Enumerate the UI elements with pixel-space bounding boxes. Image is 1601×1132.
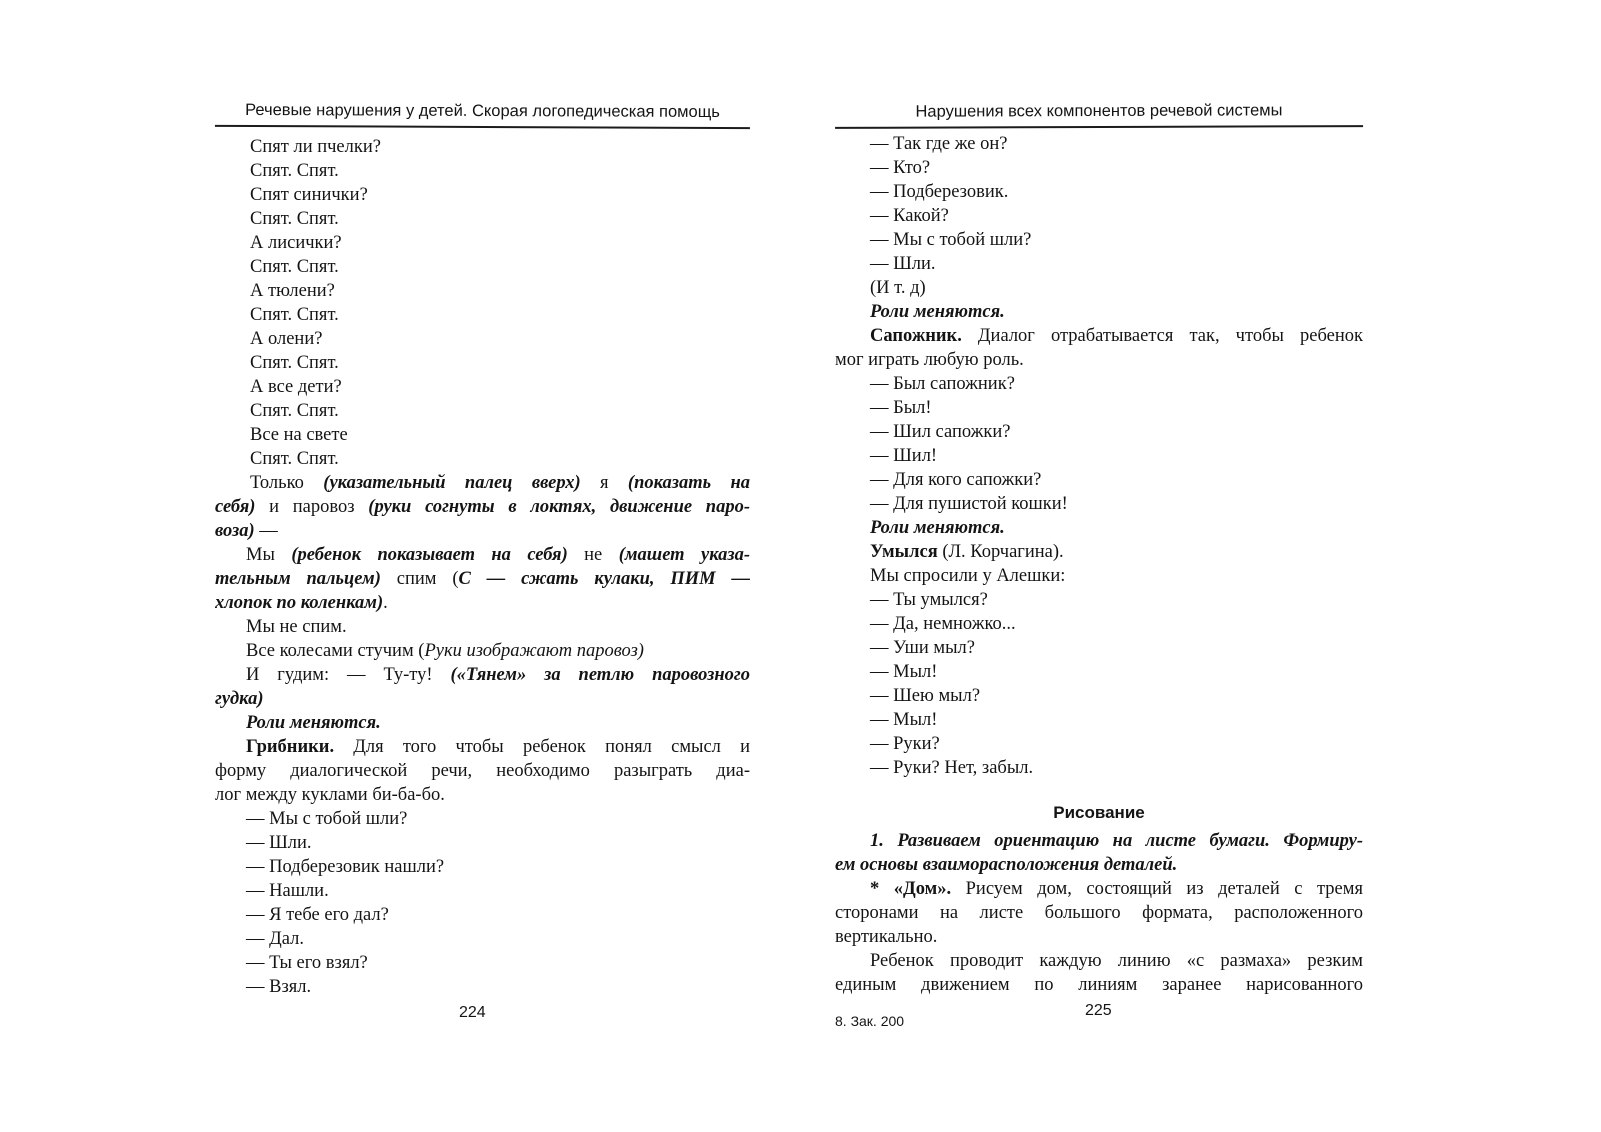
text-span: я	[580, 473, 628, 493]
rebenok-line2: единым движением по линиям заранее нарисованного	[835, 975, 1363, 995]
paragraph-tolko-line2	[215, 495, 750, 519]
dialog-line: — Был!	[870, 398, 932, 418]
dialog-line: — Дал.	[246, 929, 304, 949]
gudim-line2: гудка)	[215, 689, 264, 709]
roles-change-line: Роли меняются.	[870, 518, 1005, 538]
paragraph-tolko-line3	[215, 519, 750, 543]
gribniki-line1	[215, 735, 750, 759]
dialog-line: — Подберезовик нашли?	[246, 857, 445, 877]
paragraph-my-line2	[215, 567, 750, 591]
dialog-line: — Какой?	[870, 206, 949, 226]
dialog-line: — Уши мыл?	[870, 638, 975, 658]
dom-line3: вертикально.	[835, 927, 938, 947]
stage-direction: (ребенок показывает на себя)	[291, 545, 568, 565]
paragraph-my-line1	[215, 543, 750, 567]
text-span: Мы	[246, 545, 292, 565]
my-ne-spim-line: Мы не спим.	[246, 617, 347, 637]
poem-line: Спят. Спят.	[250, 305, 339, 325]
gribniki-line3: лог между куклами би-ба-бо.	[215, 785, 445, 805]
dialog-line: — Мыл!	[870, 662, 938, 682]
umylsya-line	[835, 540, 1363, 564]
poem-line: Спят. Спят.	[250, 401, 339, 421]
dialog-line: — Шею мыл?	[870, 686, 981, 706]
dialog-line: — Ты умылся?	[870, 590, 988, 610]
roles-change-line: Роли меняются.	[870, 302, 1005, 322]
dialog-line: — Руки? Нет, забыл.	[870, 758, 1034, 778]
left-page-body	[215, 135, 750, 999]
dialog-line: — Мы с тобой шли?	[246, 809, 408, 829]
dialog-line: — Подберезовик.	[870, 182, 1009, 202]
text-span: спим (	[380, 569, 459, 589]
dialog-line: — Шил!	[870, 446, 938, 466]
printer-signature: 8. Зак. 200	[835, 1013, 905, 1029]
poem-line: А все дети?	[250, 377, 342, 397]
item1-line1: 1. Развиваем ориентацию на листе бумаги. Формиру-	[870, 831, 1363, 851]
paragraph-tolko-line1	[215, 471, 750, 495]
dialog-line: — Да, немножко...	[870, 614, 1016, 634]
stage-direction: хлопок по коленкам)	[215, 593, 384, 613]
dialog-line: — Для кого сапожки?	[870, 470, 1042, 490]
text-span: и паровоз	[255, 497, 369, 517]
dialog-line: — Мы с тобой шли?	[870, 230, 1032, 250]
text-span: И гудим: — Ту-ту!	[246, 665, 451, 685]
kolesami-line	[215, 639, 750, 663]
text-span: .	[383, 593, 388, 613]
page-number-right: 225	[1085, 1002, 1112, 1019]
stage-direction: («Тянем» за петлю паровозного	[450, 665, 750, 685]
poem-author: (Л. Корчагина).	[937, 542, 1064, 562]
poem-line: А лисички?	[250, 233, 342, 253]
stage-direction: (руки согнуты в локтях, движение паро-	[368, 497, 750, 517]
dialog-line: — Кто?	[870, 158, 931, 178]
game-title: Грибники.	[246, 737, 335, 757]
poem-line: Спят. Спят.	[250, 257, 339, 277]
dialog-line: — Шли.	[870, 254, 936, 274]
dialog-line: — Для пушистой кошки!	[870, 494, 1068, 514]
item1-line2: ем основы взаиморасположения деталей.	[835, 855, 1178, 875]
gudim-line1	[215, 663, 750, 687]
poem-line: Спят. Спят.	[250, 209, 339, 229]
gribniki-line2: форму диалогической речи, необходимо разыграть диа-	[215, 761, 750, 781]
text-span: —	[254, 521, 278, 541]
dialog-line: — Был сапожник?	[870, 374, 1015, 394]
poem-line: А олени?	[250, 329, 323, 349]
stage-direction: (указательный палец вверх)	[323, 473, 581, 493]
itd-line: (И т. д)	[870, 278, 926, 298]
exercise-title: * «Дом».	[870, 879, 952, 899]
section-heading: Рисование	[1053, 803, 1145, 822]
poem-line: Спят ли пчелки?	[250, 137, 381, 157]
right-page-body	[835, 132, 1363, 997]
text-span: Рисуем дом, состоящий из деталей с тремя	[951, 879, 1363, 899]
running-head-left: Речевые нарушения у детей. Скорая логопедическая помощь	[215, 95, 750, 129]
poem-title: Умылся	[870, 542, 938, 562]
dialog-line: — Руки?	[870, 734, 940, 754]
dom-line2: сторонами на листе большого формата, расположенного	[835, 903, 1363, 923]
rebenok-line1: Ребенок проводит каждую линию «с размаха» резким	[870, 951, 1363, 971]
stage-direction: (машет указа-	[618, 545, 750, 565]
roles-change-line: Роли меняются.	[246, 713, 381, 733]
poem-line: Все на свете	[250, 425, 348, 445]
dom-line1	[835, 877, 1363, 901]
text-span: не	[567, 545, 619, 565]
dialog-line: — Так где же он?	[870, 134, 1008, 154]
text-span: Все колесами стучим (	[246, 641, 425, 661]
dialog-line: — Мыл!	[870, 710, 938, 730]
stage-direction: воза)	[215, 521, 255, 541]
stage-direction: тельным пальцем)	[215, 569, 381, 589]
page-number-left: 224	[459, 1004, 486, 1021]
dialog-line: — Я тебе его дал?	[246, 905, 389, 925]
dialog-line: — Шли.	[246, 833, 312, 853]
poem-line: Спят. Спят.	[250, 353, 339, 373]
poem-line: Мы спросили у Алешки:	[870, 566, 1066, 586]
sapozhnik-line2: мог играть любую роль.	[835, 350, 1024, 370]
poem-line: Спят синички?	[250, 185, 368, 205]
sapozhnik-line1	[835, 324, 1363, 348]
poem-line: А тюлени?	[250, 281, 335, 301]
text-span: Диалог отрабатывается так, чтобы ребенок	[961, 326, 1363, 346]
dialog-line: — Шил сапожки?	[870, 422, 1011, 442]
poem-line: Спят. Спят.	[250, 449, 339, 469]
dialog-line: — Нашли.	[246, 881, 329, 901]
dialog-line: — Взял.	[246, 977, 312, 997]
game-title: Сапожник.	[870, 326, 962, 346]
stage-direction: себя)	[215, 497, 256, 517]
running-head-right: Нарушения всех компонентов речевой системы	[835, 95, 1363, 129]
text-span: Для того чтобы ребенок понял смысл и	[334, 737, 750, 757]
poem-line: Спят. Спят.	[250, 161, 339, 181]
stage-direction: (показать на	[627, 473, 750, 493]
stage-direction: Руки изображают паровоз)	[424, 641, 644, 661]
stage-direction: С — сжать кулаки, ПИМ —	[458, 569, 750, 589]
dialog-line: — Ты его взял?	[246, 953, 368, 973]
paragraph-my-line3	[215, 591, 750, 615]
text-span: Только	[250, 473, 324, 493]
